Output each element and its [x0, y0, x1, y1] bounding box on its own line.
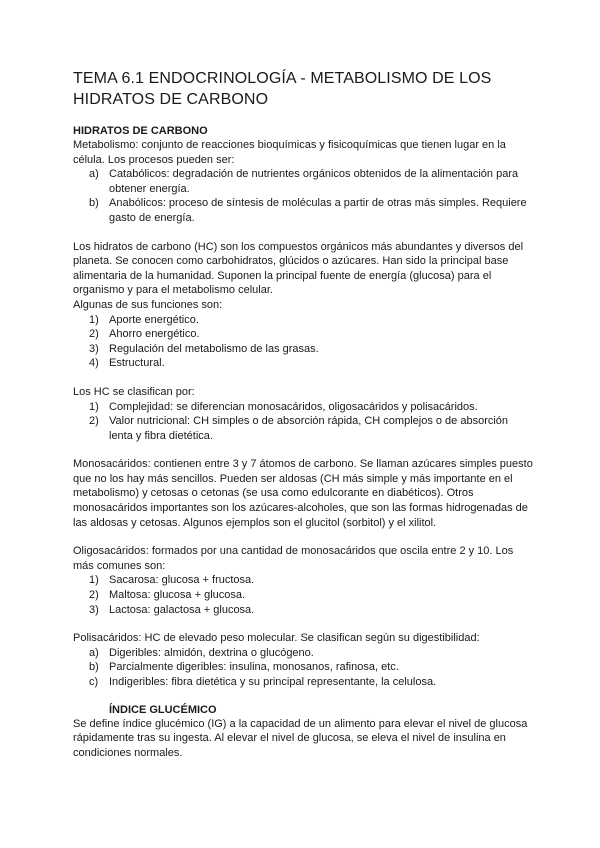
list-marker: 3) — [89, 603, 99, 616]
section-heading-hidratos: HIDRATOS DE CARBONO — [73, 125, 208, 137]
list-marker: 2) — [89, 415, 99, 428]
list-text: Valor nutricional: CH simples o de absorción rápida, CH complejos o de absorción lenta y fibra dietética. — [109, 415, 509, 442]
classification-list — [73, 400, 533, 444]
list-text: Complejidad: se diferencian monosacáridos, oligosacáridos y polisacáridos. — [109, 400, 478, 413]
list-text: Maltosa: glucosa + glucosa. — [109, 589, 246, 602]
list-item — [73, 675, 533, 690]
list-text: Lactosa: galactosa + glucosa. — [109, 603, 255, 616]
list-item — [73, 356, 533, 371]
list-text: Sacarosa: glucosa + fructosa. — [109, 574, 255, 587]
list-text: Aporte energético. — [109, 313, 199, 326]
classification-intro: Los HC se clasifican por: — [73, 385, 195, 398]
list-marker: 2) — [89, 589, 99, 602]
list-item — [73, 167, 533, 196]
list-item — [73, 573, 533, 588]
oligosaccharides-intro: Oligosacáridos: formados por una cantidad de monosacáridos que oscila entre 2 y 10. Los más comunes son: — [73, 545, 514, 572]
list-item — [73, 313, 533, 328]
list-item — [73, 588, 533, 603]
list-marker: 1) — [89, 574, 99, 587]
list-item — [73, 414, 533, 443]
section-heading-indice-glucemico: ÍNDICE GLUCÉMICO — [109, 703, 217, 716]
document-page — [73, 68, 533, 760]
list-marker: c) — [89, 676, 99, 688]
list-text: Catabólicos: degradación de nutrientes orgánicos obtenidos de la alimentación para obtener energía. — [109, 168, 519, 195]
list-marker: 1) — [89, 400, 99, 413]
list-marker: 1) — [89, 313, 99, 326]
polysaccharides-list — [73, 646, 533, 690]
list-item — [73, 327, 533, 342]
list-text: Parcialmente digeribles: insulina, monosanos, rafinosa, etc. — [109, 661, 399, 674]
list-text: Regulación del metabolismo de las grasas. — [109, 342, 319, 355]
polysaccharides-intro: Polisacáridos: HC de elevado peso molecular. Se clasifican según su digestibilidad: — [73, 632, 480, 645]
list-marker: 2) — [89, 328, 99, 341]
list-marker: a) — [89, 646, 99, 659]
list-item — [73, 646, 533, 661]
metabolism-intro: Metabolismo: conjunto de reacciones bioquímicas y fisicoquímicas que tienen lugar en la célula. Los procesos pueden ser: — [73, 139, 506, 166]
functions-intro: Algunas de sus funciones son: — [73, 298, 223, 311]
monosaccharides-paragraph: Monosacáridos: contienen entre 3 y 7 átomos de carbono. Se llaman azúcares simples puesto que no los hay más sencillos. Pueden ser aldosas (CH más simple y más importante en el metabolismo) y cetosas o cetonas (se usa como edulcorante en diabéticos). Otros monosacáridos importantes son los azúcares-alcoholes, que son las formas hidrogenadas de las aldosas y cetosas. Algunos ejemplos son el glucitol (sorbitol) y el xilitol. — [73, 458, 533, 529]
page-title: TEMA 6.1 ENDOCRINOLOGÍA - METABOLISMO DE LOS HIDRATOS DE CARBONO — [73, 70, 492, 108]
oligosaccharides-list — [73, 573, 533, 617]
list-marker: b) — [89, 661, 99, 674]
glycemic-paragraph: Se define índice glucémico (IG) a la capacidad de un alimento para elevar el nivel de glucosa rápidamente tras su ingesta. Al elevar el nivel de glucosa, se eleva el nivel de insulina en condiciones normales. — [73, 717, 528, 759]
list-marker: 4) — [89, 357, 99, 370]
list-marker: b) — [89, 197, 99, 210]
hc-paragraph: Los hidratos de carbono (HC) son los compuestos orgánicos más abundantes y diversos del planeta. Se conocen como carbohidratos, glúcidos o azúcares. Han sido la principal base alimentaria de la humanidad. Suponen la principal fuente de energía (glucosa) para el organismo y para el metabolismo celular. — [73, 240, 524, 297]
list-item — [73, 342, 533, 357]
list-text: Estructural. — [109, 357, 165, 370]
list-marker: a) — [89, 168, 99, 181]
list-item — [73, 196, 533, 225]
list-item — [73, 660, 533, 675]
list-text: Digeribles: almidón, dextrina o glucógeno. — [109, 646, 314, 659]
list-item — [73, 603, 533, 618]
list-text: Ahorro energético. — [109, 328, 200, 341]
list-text: Anabólicos: proceso de síntesis de moléculas a partir de otras más simples. Requiere gasto de energía. — [109, 197, 527, 224]
list-text: Indigeribles: fibra dietética y su principal representante, la celulosa. — [109, 676, 437, 688]
list-item — [73, 400, 533, 415]
list-marker: 3) — [89, 342, 99, 355]
process-list — [73, 167, 533, 225]
functions-list — [73, 313, 533, 371]
